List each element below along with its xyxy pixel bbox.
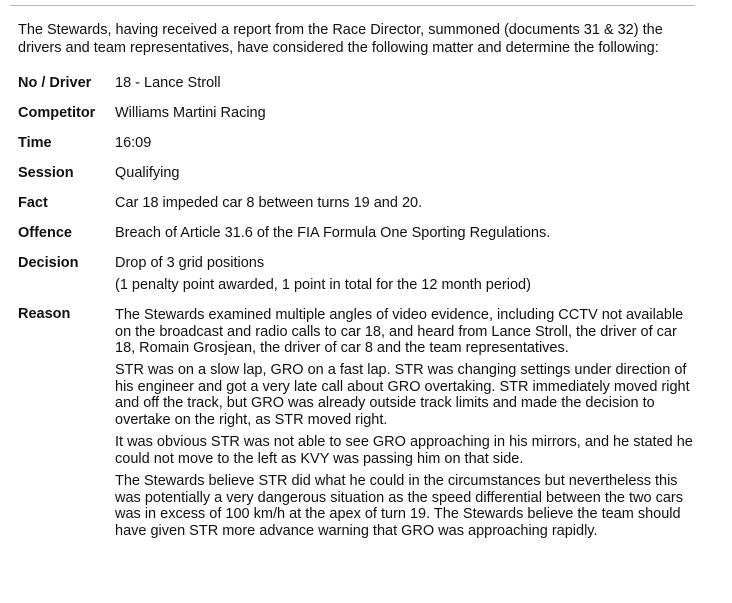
fact-value: Car 18 impeded car 8 between turns 19 and 20.	[115, 195, 423, 211]
decision-value: Drop of 3 grid positions	[115, 255, 265, 271]
session-value: Qualifying	[115, 165, 180, 181]
reason-paragraph-2: STR was on a slow lap, GRO on a fast lap. STR was changing settings under direction of his engineer and got a very late call about GRO overtaking. STR immediately moved right and off the track, but GRO was already outside track limits and made the decision to overtake on the right, as STR moved right.	[115, 362, 690, 428]
intro-paragraph: The Stewards, having received a report from the Race Director, summoned (documents 31 & 32) the drivers and team representatives, have considered the following matter and determine the following:	[18, 22, 663, 56]
reason-paragraph-3: It was obvious STR was not able to see GRO approaching in his mirrors, and he stated he could not move to the left as KVY was passing him on that side.	[115, 434, 693, 467]
decision-note: (1 penalty point awarded, 1 point in total for the 12 month period)	[115, 277, 531, 293]
driver-value: 18 - Lance Stroll	[115, 75, 221, 91]
top-rule	[10, 5, 695, 6]
offence-value: Breach of Article 31.6 of the FIA Formula One Sporting Regulations.	[115, 225, 551, 241]
reason-paragraph-1: The Stewards examined multiple angles of video evidence, including CCTV not available on the broadcast and radio calls to car 18, and heard from Lance Stroll, the driver of car 18, Romain Grosjean, the driver of car 8 and the team representatives.	[115, 307, 684, 356]
time-value: 16:09	[115, 135, 152, 151]
time-label: Time	[18, 135, 52, 151]
competitor-label: Competitor	[18, 105, 96, 121]
decision-label: Decision	[18, 255, 79, 271]
driver-label: No / Driver	[18, 75, 92, 91]
competitor-value: Williams Martini Racing	[115, 105, 266, 121]
reason-paragraph-4: The Stewards believe STR did what he could in the circumstances but nevertheless this was potentially a very dangerous situation as the speed differential between the two cars was in excess of 100 km/h at the apex of turn 19. The Stewards believe the team should have given STR more advance warning that GRO was approaching rapidly.	[115, 473, 683, 539]
session-label: Session	[18, 165, 74, 181]
offence-label: Offence	[18, 225, 72, 241]
fact-label: Fact	[18, 195, 48, 211]
reason-label: Reason	[18, 306, 71, 322]
